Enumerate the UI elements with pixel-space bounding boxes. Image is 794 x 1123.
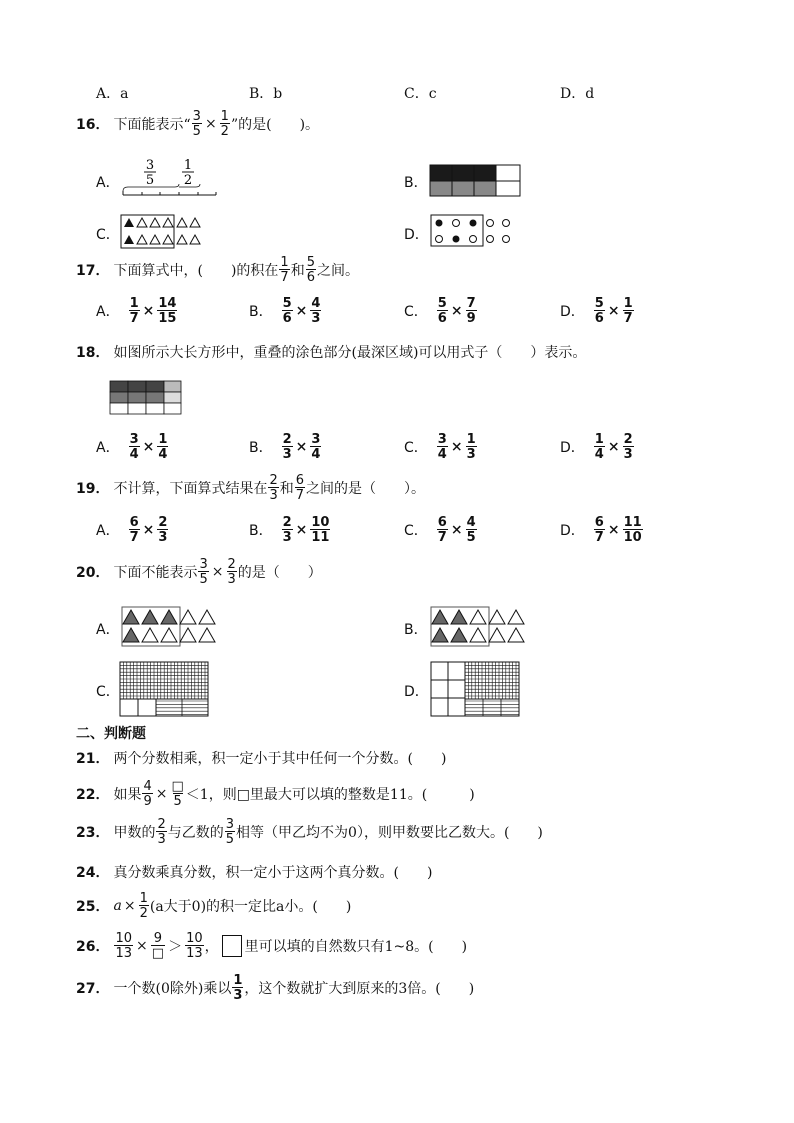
option-label: B．	[404, 175, 428, 191]
q17-option-b	[249, 297, 322, 325]
denominator: 9	[143, 794, 152, 809]
figure-a-numerator-2: 1	[183, 158, 193, 173]
stem-text: 如图所示大长方形中，重叠的涂色部分(最深区域)可以用式子（ ）表示。	[113, 345, 587, 361]
stem-text: ，这个数就扩大到原来的3倍。( )	[244, 981, 475, 997]
fraction	[268, 474, 278, 502]
denominator: 6	[594, 311, 604, 326]
stem-text: 不计算，下面算式结果在	[113, 481, 268, 497]
option-label: A．	[96, 440, 120, 456]
option-label: C．	[96, 227, 120, 243]
denominator: 3	[233, 988, 243, 1003]
fraction	[156, 818, 166, 846]
numerator: 14	[158, 296, 177, 311]
fraction	[282, 297, 293, 325]
q18-figure	[109, 380, 183, 416]
option-label: D．	[560, 523, 585, 539]
fraction	[129, 516, 140, 544]
fraction	[306, 256, 316, 284]
denominator: 3	[227, 572, 236, 587]
q20-stem	[76, 558, 322, 586]
q19-option-a	[96, 516, 169, 544]
stem-text: ，	[204, 939, 219, 955]
numerator: 4	[311, 296, 321, 311]
denominator: 7	[623, 311, 633, 326]
numerator: 6	[594, 515, 604, 530]
fraction	[623, 433, 634, 461]
numerator: 1	[623, 296, 633, 311]
times-sign: ×	[295, 522, 308, 538]
fraction	[282, 433, 293, 461]
numerator: 11	[623, 515, 642, 530]
numerator: 7	[466, 296, 476, 311]
q15-option-b	[249, 83, 282, 103]
denominator: 3	[466, 447, 476, 462]
stem-text: 下面不能表示	[113, 565, 198, 581]
numerator: 1	[220, 109, 229, 124]
numerator: 1	[280, 255, 289, 270]
stem-text: 和	[290, 263, 305, 279]
times-sign: ×	[204, 116, 217, 132]
denominator: 3	[157, 832, 166, 847]
fraction	[232, 974, 243, 1002]
numerator: 3	[192, 109, 201, 124]
numerator: 6	[295, 473, 305, 488]
denominator: 4	[158, 447, 168, 462]
numerator: 1	[139, 891, 148, 906]
fraction	[466, 297, 477, 325]
numerator: 1	[233, 973, 243, 988]
fraction	[310, 297, 321, 325]
fraction	[157, 297, 177, 325]
denominator: 9	[466, 311, 476, 326]
q16-figure-c	[120, 214, 204, 250]
question-number: 25．	[76, 899, 110, 915]
fraction	[295, 474, 305, 502]
option-label: C．	[96, 684, 120, 700]
figure-a-numerator-1: 3	[145, 158, 155, 173]
q20-figure-b	[429, 606, 529, 648]
numerator: 4	[143, 779, 152, 794]
numerator: 2	[623, 432, 633, 447]
q18-option-c	[404, 433, 478, 461]
numerator: 10	[311, 515, 330, 530]
fraction	[310, 433, 321, 461]
fraction	[139, 892, 149, 920]
stem-text: (a大于0)的积一定比a小。( )	[149, 899, 352, 915]
denominator: 7	[295, 488, 305, 503]
fraction	[142, 780, 152, 808]
denominator: 4	[437, 447, 447, 462]
fraction	[151, 932, 165, 960]
numerator: 3	[225, 817, 235, 832]
times-sign: ×	[295, 303, 308, 319]
question-number: 22．	[76, 787, 110, 803]
q19-option-b	[249, 516, 331, 544]
q17-option-c	[404, 297, 478, 325]
fraction	[279, 256, 289, 284]
fraction	[185, 932, 204, 960]
fraction	[129, 297, 140, 325]
q27-stem	[76, 974, 474, 1002]
denominator: 13	[186, 946, 203, 961]
q19-option-d	[560, 516, 644, 544]
fraction	[198, 558, 208, 586]
times-sign: ×	[450, 303, 463, 319]
q17-option-d	[560, 297, 635, 325]
numerator: 1	[158, 432, 168, 447]
denominator: 4	[594, 447, 604, 462]
denominator: 2	[220, 124, 229, 139]
fraction	[437, 297, 448, 325]
option-label: A．	[96, 622, 120, 638]
denominator: 13	[115, 946, 133, 961]
times-sign: ×	[142, 303, 155, 319]
numerator: 10	[186, 931, 203, 946]
stem-text: ＜1，则□里最大可以填的整数是11。( )	[185, 787, 475, 803]
q18-option-b	[249, 433, 322, 461]
q20-figure-d	[430, 661, 522, 719]
denominator: 5	[199, 572, 208, 587]
section-title: 二、判断题	[76, 726, 146, 742]
numerator: □	[171, 779, 184, 794]
option-label: C．	[404, 523, 428, 539]
q23-stem	[76, 818, 543, 846]
stem-text: 与乙数的	[167, 825, 224, 841]
denominator: 6	[437, 311, 447, 326]
stem-text: 两个分数相乘，积一定小于其中任何一个分数。( )	[113, 751, 447, 767]
stem-text: 相等（甲乙均不为0），则甲数要比乙数大。( )	[236, 825, 543, 841]
numerator: 10	[115, 931, 133, 946]
option-label: A．	[96, 304, 120, 320]
q26-stem	[76, 932, 467, 960]
fraction	[192, 110, 202, 138]
question-number: 17．	[76, 263, 110, 279]
fraction	[310, 516, 330, 544]
q22-stem	[76, 780, 475, 808]
denominator: 3	[158, 530, 168, 545]
numerator: 2	[157, 817, 166, 832]
q18-stem	[76, 342, 586, 362]
stem-text: ”的是( )。	[230, 117, 320, 133]
question-number: 20．	[76, 565, 110, 581]
numerator: 5	[437, 296, 447, 311]
times-sign: ×	[450, 522, 463, 538]
stem-text: 和	[279, 481, 294, 497]
numerator: 5	[306, 255, 315, 270]
denominator: 7	[594, 530, 604, 545]
times-sign: ×	[450, 439, 463, 455]
times-sign: ×	[123, 898, 136, 914]
numerator: 3	[437, 432, 447, 447]
stem-text: 之间。	[316, 263, 359, 279]
stem-text: 真分数乘真分数，积一定小于这两个真分数。( )	[113, 865, 433, 881]
variable-a: a	[113, 898, 122, 914]
question-number: 24．	[76, 865, 110, 881]
denominator: 5	[466, 530, 476, 545]
denominator: □	[151, 946, 165, 961]
denominator: 3	[311, 311, 321, 326]
question-number: 18．	[76, 345, 110, 361]
stem-text: 甲数的	[113, 825, 156, 841]
option-label: D．	[560, 304, 585, 320]
option-text: D．d	[560, 86, 595, 102]
option-text: A．a	[96, 86, 129, 102]
fraction	[437, 516, 448, 544]
question-number: 16．	[76, 117, 110, 133]
option-label: D．	[404, 227, 429, 243]
denominator: 11	[311, 530, 330, 545]
fraction	[594, 297, 605, 325]
denominator: 7	[129, 311, 139, 326]
fraction	[225, 818, 235, 846]
question-number: 27．	[76, 981, 110, 997]
q17-option-a	[96, 297, 178, 325]
denominator: 3	[623, 447, 633, 462]
q16-stem	[76, 110, 319, 138]
option-text: C．c	[404, 86, 437, 102]
numerator: 9	[153, 931, 163, 946]
q18-option-a	[96, 433, 169, 461]
fraction	[623, 516, 643, 544]
times-sign: ×	[136, 938, 148, 954]
fraction	[594, 433, 605, 461]
stem-text: 的是（ ）	[237, 565, 322, 581]
numerator: 2	[269, 473, 278, 488]
times-sign: ×	[142, 522, 155, 538]
numerator: 1	[129, 296, 139, 311]
option-label: D．	[560, 440, 585, 456]
fraction	[157, 433, 168, 461]
q15-option-a	[96, 83, 128, 103]
fraction	[282, 516, 293, 544]
denominator: 3	[282, 530, 292, 545]
denominator: 4	[129, 447, 139, 462]
denominator: 6	[282, 311, 292, 326]
q20-figure-c	[119, 661, 211, 719]
option-label: B．	[249, 304, 273, 320]
times-sign: ×	[607, 303, 620, 319]
option-label: B．	[404, 622, 428, 638]
times-sign: ×	[295, 439, 308, 455]
section-heading	[76, 723, 146, 743]
denominator: 2	[139, 906, 148, 921]
times-sign: ×	[607, 439, 620, 455]
numerator: 5	[594, 296, 604, 311]
stem-text: 里可以填的自然数只有1~8。( )	[244, 939, 468, 955]
denominator: 4	[311, 447, 321, 462]
option-label: D．	[404, 684, 429, 700]
q25-stem	[76, 892, 351, 920]
fraction	[114, 932, 133, 960]
stem-text: 一个数(0除外)乘以	[113, 981, 232, 997]
fraction	[171, 780, 185, 808]
question-number: 26．	[76, 939, 110, 955]
denominator: 7	[437, 530, 447, 545]
denominator: 5	[192, 124, 201, 139]
numerator: 2	[282, 432, 292, 447]
option-label: B．	[249, 440, 273, 456]
times-sign: ×	[155, 786, 168, 802]
fraction	[129, 433, 140, 461]
fraction	[157, 516, 168, 544]
stem-text: 下面算式中，( )的积在	[113, 263, 279, 279]
q20-figure-a	[120, 606, 220, 648]
fraction	[623, 297, 634, 325]
numerator: 3	[129, 432, 139, 447]
q16-figure-a	[120, 157, 220, 199]
numerator: 2	[282, 515, 292, 530]
stem-text: 之间的是（ ）。	[306, 481, 426, 497]
fraction	[227, 558, 237, 586]
q24-stem	[76, 862, 432, 882]
numerator: 3	[199, 557, 208, 572]
numerator: 6	[437, 515, 447, 530]
stem-text: 下面能表示“	[113, 117, 191, 133]
fraction	[466, 433, 477, 461]
denominator: 15	[158, 311, 177, 326]
denominator: 7	[129, 530, 139, 545]
option-label: A．	[96, 523, 120, 539]
numerator: 1	[466, 432, 476, 447]
numerator: 3	[311, 432, 321, 447]
question-number: 21．	[76, 751, 110, 767]
q17-stem	[76, 256, 359, 284]
q15-option-d	[560, 83, 594, 103]
numerator: 2	[227, 557, 236, 572]
times-sign: ×	[142, 439, 155, 455]
fraction	[437, 433, 448, 461]
option-text: B．b	[249, 86, 283, 102]
denominator: 6	[306, 270, 315, 285]
numerator: 6	[129, 515, 139, 530]
denominator: 10	[623, 530, 642, 545]
denominator: 5	[173, 794, 182, 809]
q21-stem	[76, 748, 446, 768]
stem-text: 如果	[113, 787, 142, 803]
denominator: 3	[282, 447, 292, 462]
question-number: 19．	[76, 481, 110, 497]
q19-stem	[76, 474, 425, 502]
numerator: 4	[466, 515, 476, 530]
q16-figure-d	[430, 214, 516, 248]
times-sign: ×	[211, 564, 224, 580]
option-label: C．	[404, 304, 428, 320]
blank-box	[222, 935, 242, 957]
numerator: 1	[594, 432, 604, 447]
denominator: 7	[280, 270, 289, 285]
greater-than-sign: ＞	[168, 939, 183, 955]
fraction	[594, 516, 605, 544]
denominator: 3	[269, 488, 278, 503]
question-number: 23．	[76, 825, 110, 841]
option-label: C．	[404, 440, 428, 456]
figure-a-denominator-1: 5	[145, 173, 155, 188]
q16-figure-b	[429, 164, 523, 198]
q18-option-d	[560, 433, 635, 461]
numerator: 2	[158, 515, 168, 530]
denominator: 5	[225, 832, 235, 847]
q15-option-c	[404, 83, 437, 103]
numerator: 5	[282, 296, 292, 311]
times-sign: ×	[607, 522, 620, 538]
option-label: A．	[96, 175, 120, 191]
q19-option-c	[404, 516, 478, 544]
fraction	[466, 516, 477, 544]
option-label: B．	[249, 523, 273, 539]
fraction	[220, 110, 230, 138]
figure-a-denominator-2: 2	[183, 173, 193, 188]
